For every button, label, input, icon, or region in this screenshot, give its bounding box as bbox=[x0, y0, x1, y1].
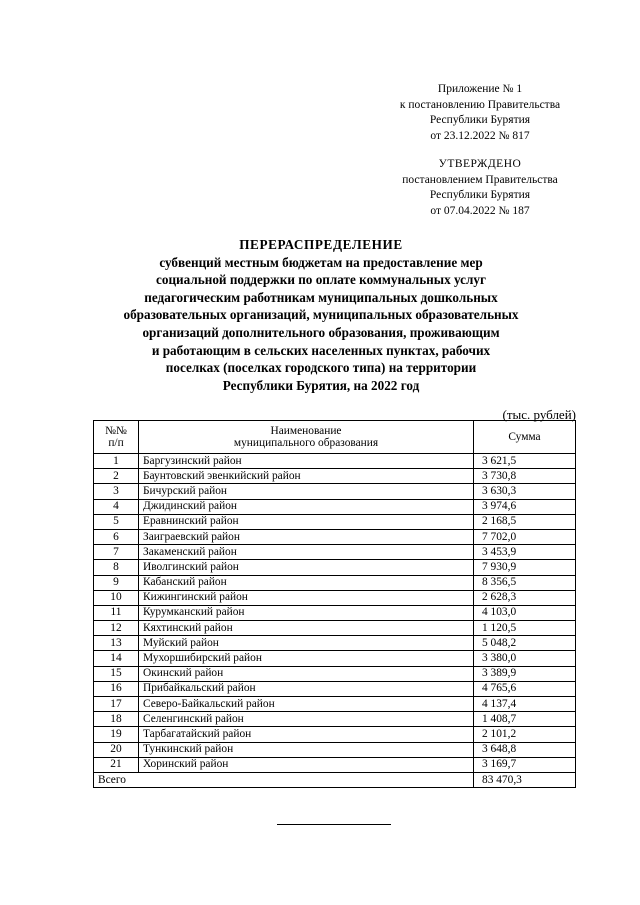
approval-line: Республики Бурятия bbox=[429, 189, 531, 201]
row-sum: 3 974,6 bbox=[474, 499, 576, 514]
header-name bbox=[139, 421, 474, 454]
row-sum: 1 120,5 bbox=[474, 621, 576, 636]
row-number: 14 bbox=[94, 651, 139, 666]
row-sum: 4 137,4 bbox=[474, 697, 576, 712]
table-row bbox=[94, 621, 576, 636]
row-name: Баргузинский район bbox=[139, 454, 474, 469]
row-number: 8 bbox=[94, 560, 139, 575]
row-number: 2 bbox=[94, 469, 139, 484]
row-name: Муйский район bbox=[139, 636, 474, 651]
title-line: субвенций местным бюджетам на предоставление мер bbox=[159, 254, 483, 270]
row-name: Заиграевский район bbox=[139, 529, 474, 544]
table-row bbox=[94, 712, 576, 727]
row-name: Закаменский район bbox=[139, 545, 474, 560]
row-sum: 2 101,2 bbox=[474, 727, 576, 742]
row-name: Окинский район bbox=[139, 666, 474, 681]
units-note: (тыс. рублей) bbox=[502, 407, 576, 422]
row-number: 13 bbox=[94, 636, 139, 651]
table-row bbox=[94, 484, 576, 499]
row-name: Селенгинский район bbox=[139, 712, 474, 727]
table-row bbox=[94, 742, 576, 757]
row-number: 21 bbox=[94, 757, 139, 772]
row-number: 4 bbox=[94, 499, 139, 514]
row-sum: 3 630,3 bbox=[474, 484, 576, 499]
row-number: 10 bbox=[94, 590, 139, 605]
row-sum: 4 765,6 bbox=[474, 681, 576, 696]
row-number: 3 bbox=[94, 484, 139, 499]
row-sum: 3 389,9 bbox=[474, 666, 576, 681]
table-row bbox=[94, 636, 576, 651]
appendix-line: к постановлению Правительства bbox=[399, 98, 561, 111]
row-name: Кяхтинский район bbox=[139, 621, 474, 636]
row-number: 9 bbox=[94, 575, 139, 590]
appendix-line: Приложение № 1 bbox=[437, 83, 523, 95]
title-line: социальной поддержки по оплате коммунальных услуг bbox=[156, 272, 486, 288]
row-sum: 5 048,2 bbox=[474, 636, 576, 651]
row-sum: 3 648,8 bbox=[474, 742, 576, 757]
row-sum: 7 930,9 bbox=[474, 560, 576, 575]
row-number: 17 bbox=[94, 697, 139, 712]
table-header-row bbox=[94, 421, 576, 454]
row-number: 6 bbox=[94, 529, 139, 544]
appendix-line: от 23.12.2022 № 817 bbox=[430, 129, 530, 142]
table-row bbox=[94, 605, 576, 620]
row-number: 7 bbox=[94, 545, 139, 560]
title-heading: ПЕРЕРАСПРЕДЕЛЕНИЕ bbox=[239, 237, 403, 252]
total-label: Всего bbox=[94, 772, 474, 787]
table-row bbox=[94, 545, 576, 560]
row-name: Еравнинский район bbox=[139, 514, 474, 529]
table-row bbox=[94, 499, 576, 514]
header-number-line1: №№ bbox=[105, 424, 127, 437]
row-number: 11 bbox=[94, 605, 139, 620]
table-row bbox=[94, 590, 576, 605]
row-number: 12 bbox=[94, 621, 139, 636]
table-row bbox=[94, 757, 576, 772]
header-number bbox=[94, 421, 139, 454]
table-row bbox=[94, 514, 576, 529]
row-number: 20 bbox=[94, 742, 139, 757]
row-name: Северо-Байкальский район bbox=[139, 697, 474, 712]
title-line: поселках (поселках городского типа) на территории bbox=[165, 360, 477, 376]
title-line: Республики Бурятия, на 2022 год bbox=[222, 377, 420, 393]
table-row bbox=[94, 651, 576, 666]
header-name-line2: муниципального образования bbox=[233, 437, 379, 449]
appendix-line: Республики Бурятия bbox=[429, 114, 531, 126]
table-row bbox=[94, 697, 576, 712]
document-title bbox=[90, 236, 552, 394]
table-row bbox=[94, 454, 576, 469]
row-sum: 7 702,0 bbox=[474, 529, 576, 544]
title-line: образовательных организаций, муниципальных образовательных bbox=[123, 307, 519, 323]
row-sum: 4 103,0 bbox=[474, 605, 576, 620]
row-name: Мухоршибирский район bbox=[139, 651, 474, 666]
total-sum: 83 470,3 bbox=[474, 772, 576, 787]
table-row bbox=[94, 727, 576, 742]
approval-block bbox=[380, 157, 580, 219]
title-line: педагогическим работникам муниципальных дошкольных bbox=[144, 289, 498, 305]
table-row bbox=[94, 560, 576, 575]
header-sum: Сумма bbox=[474, 421, 576, 454]
row-sum: 3 380,0 bbox=[474, 651, 576, 666]
title-line: и работающим в сельских населенных пунктах, рабочих bbox=[151, 342, 491, 358]
row-number: 1 bbox=[94, 454, 139, 469]
row-name: Иволгинский район bbox=[139, 560, 474, 575]
header-number-line2: п/п bbox=[108, 437, 124, 449]
row-name: Тарбагатайский район bbox=[139, 727, 474, 742]
table-row bbox=[94, 666, 576, 681]
row-sum: 3 730,8 bbox=[474, 469, 576, 484]
approval-line: от 07.04.2022 № 187 bbox=[430, 204, 530, 217]
row-name: Хоринский район bbox=[139, 757, 474, 772]
table-body bbox=[94, 454, 576, 788]
row-name: Прибайкальский район bbox=[139, 681, 474, 696]
row-number: 5 bbox=[94, 514, 139, 529]
row-name: Баунтовский эвенкийский район bbox=[139, 469, 474, 484]
row-number: 16 bbox=[94, 681, 139, 696]
approval-heading: УТВЕРЖДЕНО bbox=[438, 158, 522, 170]
distribution-table bbox=[93, 420, 576, 788]
appendix-block bbox=[380, 82, 580, 144]
table-row bbox=[94, 575, 576, 590]
approval-line: постановлением Правительства bbox=[402, 173, 558, 186]
title-line: организаций дополнительного образования, проживающим bbox=[142, 324, 500, 340]
table-row bbox=[94, 469, 576, 484]
table-row bbox=[94, 681, 576, 696]
bottom-divider bbox=[277, 824, 391, 825]
row-sum: 3 453,9 bbox=[474, 545, 576, 560]
row-sum: 2 168,5 bbox=[474, 514, 576, 529]
row-name: Кижингинский район bbox=[139, 590, 474, 605]
row-name: Кабанский район bbox=[139, 575, 474, 590]
row-sum: 3 621,5 bbox=[474, 454, 576, 469]
row-number: 18 bbox=[94, 712, 139, 727]
row-sum: 1 408,7 bbox=[474, 712, 576, 727]
row-sum: 8 356,5 bbox=[474, 575, 576, 590]
row-name: Курумканский район bbox=[139, 605, 474, 620]
row-number: 15 bbox=[94, 666, 139, 681]
row-sum: 3 169,7 bbox=[474, 757, 576, 772]
row-sum: 2 628,3 bbox=[474, 590, 576, 605]
header-name-line1: Наименование bbox=[270, 424, 342, 437]
table-row bbox=[94, 529, 576, 544]
table-total-row bbox=[94, 772, 576, 787]
row-number: 19 bbox=[94, 727, 139, 742]
row-name: Джидинский район bbox=[139, 499, 474, 514]
row-name: Тункинский район bbox=[139, 742, 474, 757]
row-name: Бичурский район bbox=[139, 484, 474, 499]
